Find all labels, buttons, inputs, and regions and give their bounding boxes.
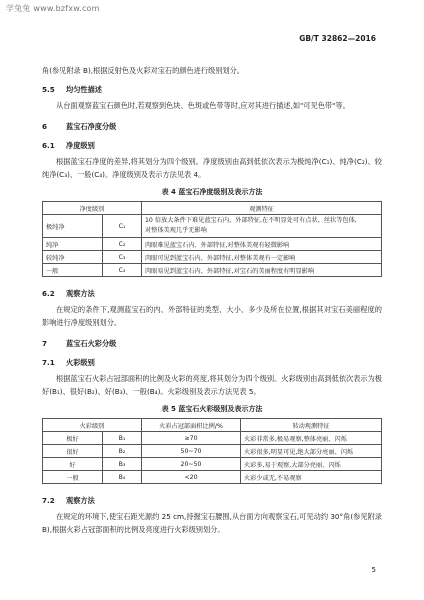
table-cell: B₄: [103, 471, 142, 484]
table-header-cell: 净度级别: [43, 202, 142, 215]
watermark: 学兔兔 www.bzfxw.com: [6, 4, 100, 13]
table-cell: 肉眼易见到蓝宝石内、外部特征,对宝石的美丽程度有明显影响: [142, 264, 382, 277]
table-cell: 较纯净: [43, 251, 103, 264]
heading-number: 6: [42, 122, 48, 131]
table4-caption: 表 4 蓝宝石净度级别及表示方法: [161, 188, 263, 196]
heading-number: 7: [42, 339, 48, 348]
heading-number: 7.1: [42, 358, 55, 367]
table-cell: 一般: [43, 471, 103, 484]
heading-6-2: [42, 287, 382, 300]
table-row: [43, 471, 382, 484]
table-cell: 一般: [43, 264, 103, 277]
table-header-cell: 火彩占冠部面积比例/%: [142, 419, 241, 432]
heading-7-1: [42, 356, 382, 369]
heading-title: 蓝宝石火彩分级: [66, 339, 117, 348]
table-cell: 火彩非常多,极易观察,整体亮丽、闪烁: [241, 432, 382, 445]
table4: [42, 201, 382, 277]
paragraph-5-5: 从台面观察蓝宝石颜色时,若观察到色块、色斑或色带等时,应对其进行描述,如"可见色带"等。: [56, 101, 350, 110]
table-cell: <20: [142, 471, 241, 484]
table-header-cell: 转动观测特征: [241, 419, 382, 432]
heading-6: [42, 120, 382, 133]
table-cell: C₂: [103, 238, 142, 251]
heading-title: 均匀性描述: [66, 85, 102, 94]
table-cell: 极纯净: [43, 215, 103, 238]
heading-title: 净度级别: [66, 141, 95, 150]
heading-7: [42, 337, 382, 350]
table-cell: C₄: [103, 264, 142, 277]
table-cell: C₃: [103, 251, 142, 264]
table-cell: 火彩少或无,不易观察: [241, 471, 382, 484]
table5-caption: 表 5 蓝宝石火彩级别及表示方法: [161, 405, 263, 413]
table-cell: 好: [43, 458, 103, 471]
heading-6-1: [42, 139, 382, 152]
table-cell: B₃: [103, 458, 142, 471]
table-header-row: [43, 202, 382, 215]
heading-number: 6.1: [42, 141, 55, 150]
paragraph-6-1: 根据蓝宝石净度的差异,将其划分为四个级别。净度级别由高到低依次表示为极纯净(C₁)、纯净(C₂)、较纯净(C₃)、一般(C₄)。净度级别及表示方法见表 4。: [42, 157, 382, 179]
table-header-cell: 火彩级别: [43, 419, 142, 432]
table-row: [43, 215, 382, 238]
table-cell: 极好: [43, 432, 103, 445]
table-row: [43, 251, 382, 264]
table-cell: C₁: [103, 215, 142, 238]
table5: [42, 418, 382, 484]
heading-7-2: [42, 494, 382, 507]
paragraph-7-2: 在规定的环境下,使宝石距光源约 25 cm,持握宝石腰围,从台面方向观察宝石,可见动约 30°角(参见附录 B),根据火彩占冠部面积的比例及亮度进行火彩级别划分。: [42, 512, 382, 534]
table-header-cell: 观测特征: [142, 202, 382, 215]
heading-number: 6.2: [42, 289, 55, 298]
heading-5-5: [42, 83, 382, 96]
table-cell: 肉眼难见蓝宝石内、外部特征,对整体美观有轻微影响: [142, 238, 382, 251]
intro-paragraph: 角(参见附录 B),根据反射色及火彩对宝石的颜色进行级别划分。: [42, 66, 244, 75]
table-cell: 火彩多,易于观察,大部分亮丽、闪烁: [241, 458, 382, 471]
table-row: [43, 458, 382, 471]
table-cell: 纯净: [43, 238, 103, 251]
table-cell-line: 对整体美观几乎无影响: [145, 227, 207, 234]
table-cell: [142, 215, 382, 238]
table-cell: 20~50: [142, 458, 241, 471]
page-number: 5: [371, 566, 376, 574]
table-cell: 火彩很多,明显可见,绝大部分亮丽、闪烁: [241, 445, 382, 458]
table-cell: 很好: [43, 445, 103, 458]
heading-title: 观察方法: [66, 496, 95, 505]
heading-number: 7.2: [42, 496, 55, 505]
paragraph-7-1: 根据蓝宝石火彩占冠部面积的比例及火彩的亮度,将其划分为四个级别。火彩级别由高到低依次表示为极好(B₁)、很好(B₂)、好(B₃)、一般(B₄)。火彩级别及表示方法见表 5。: [42, 374, 382, 396]
document-body: [42, 64, 382, 536]
heading-number: 5.5: [42, 85, 55, 94]
table-cell: ≥70: [142, 432, 241, 445]
paragraph-6-2: 在规定的条件下,观测蓝宝石的内、外部特征的类型、大小、多少及所在位置,根据其对宝石美丽程度的影响进行净度级别划分。: [42, 305, 382, 327]
table-cell-line: 10 倍放大条件下难见蓝宝石内、外部特征,在不明显处可有点状、丝状等包体,: [145, 217, 357, 224]
table-cell: 肉眼可见到蓝宝石内、外部特征,对整体美观有一定影响: [142, 251, 382, 264]
table-row: [43, 432, 382, 445]
table-cell: 50~70: [142, 445, 241, 458]
heading-title: 观察方法: [66, 289, 95, 298]
table-row: [43, 264, 382, 277]
table-cell: B₁: [103, 432, 142, 445]
table-row: [43, 238, 382, 251]
heading-title: 火彩级别: [66, 358, 95, 367]
table-row: [43, 445, 382, 458]
table-header-row: [43, 419, 382, 432]
standard-number: GB/T 32862—2016: [299, 34, 376, 43]
heading-title: 蓝宝石净度分级: [66, 122, 117, 131]
table-cell: B₂: [103, 445, 142, 458]
